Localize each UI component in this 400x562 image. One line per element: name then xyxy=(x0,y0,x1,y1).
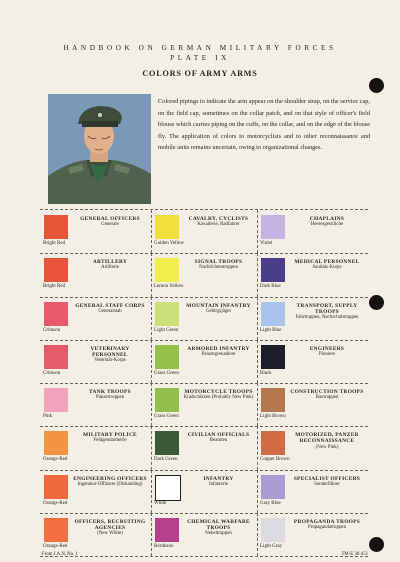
color-label: Violet xyxy=(260,241,273,246)
color-label: Copper Brown xyxy=(260,457,290,463)
arm-cell xyxy=(151,426,258,469)
arm-cell xyxy=(151,513,258,556)
arm-german-name: Kradschützen (Probably New Pink) xyxy=(183,395,254,401)
arm-name-block xyxy=(72,346,148,365)
arm-name-block xyxy=(183,476,254,488)
arm-name: SIGNAL TROOPS xyxy=(194,259,243,266)
footer-source: From J.A.N. No. 1 xyxy=(42,552,78,557)
arm-cell xyxy=(40,253,152,296)
color-swatch xyxy=(155,475,181,501)
arm-cell xyxy=(151,383,258,426)
arm-cell xyxy=(257,340,368,383)
color-swatch xyxy=(261,302,285,326)
arm-name: ARMORED INFANTRY xyxy=(187,345,250,352)
arm-german-name: Generalstab xyxy=(98,308,122,314)
arm-german-name: Sanitäts-Korps xyxy=(312,265,342,271)
color-swatch xyxy=(44,518,68,542)
arm-cell xyxy=(257,426,368,469)
arm-cell xyxy=(151,297,258,340)
color-label: Light Green xyxy=(154,327,179,333)
color-label: White xyxy=(154,500,167,506)
color-label: Light Blue xyxy=(260,327,282,333)
arms-color-table xyxy=(40,209,368,556)
table-row xyxy=(40,513,368,557)
arm-cell xyxy=(40,470,152,513)
arm-name-block xyxy=(289,216,365,228)
arm-name-block xyxy=(72,389,148,401)
color-swatch xyxy=(44,215,68,239)
color-swatch xyxy=(44,431,68,455)
arm-german-name: Propagandatruppen xyxy=(307,524,347,530)
arm-name-block xyxy=(183,389,254,401)
footer-manual: TM-E 30-451 xyxy=(341,552,368,557)
color-swatch xyxy=(261,518,285,542)
arm-name: CAVALRY, CYCLISTS xyxy=(188,216,249,222)
arm-name-block xyxy=(289,259,365,271)
arm-german-name: Bautruppen xyxy=(315,395,339,401)
color-label: Orange-Red xyxy=(43,500,68,506)
page-title: COLORS OF ARMY ARMS xyxy=(142,69,258,78)
table-row xyxy=(40,470,368,514)
arm-cell xyxy=(257,383,368,426)
color-swatch xyxy=(155,258,179,282)
arm-german-name: (New Pink) xyxy=(315,444,339,450)
arm-name-block xyxy=(289,519,365,531)
arm-german-name: (New White) xyxy=(97,531,123,537)
arm-cell xyxy=(40,340,152,383)
color-swatch xyxy=(155,388,179,412)
arm-name: ARTILLERY xyxy=(92,259,128,266)
color-swatch xyxy=(261,215,285,239)
arm-german-name: Fahrtruppen, Nachschubtruppen xyxy=(295,314,359,320)
arm-name: TRANSPORT, SUPPLY TROOPS xyxy=(296,302,358,315)
arm-cell xyxy=(257,470,368,513)
table-row xyxy=(40,340,368,384)
arm-name: PROPAGANDA TROOPS xyxy=(293,518,361,525)
arm-german-name: Kavallerie, Radfahrer xyxy=(197,222,240,228)
color-swatch xyxy=(261,258,285,282)
arm-name-block xyxy=(72,432,148,444)
color-label: Dark Green xyxy=(154,457,178,463)
binder-hole xyxy=(369,537,384,552)
arm-name: MEDICAL PERSONNEL xyxy=(294,259,360,266)
arm-name-block xyxy=(289,389,365,401)
color-swatch xyxy=(44,388,68,412)
arm-cell xyxy=(257,210,368,253)
color-swatch xyxy=(261,345,285,369)
arm-cell xyxy=(151,470,258,513)
arm-german-name: Nachrichtentruppen xyxy=(199,265,238,271)
arm-name: OFFICERS, RECRUITING AGENCIES xyxy=(74,518,146,531)
arm-german-name: Ingenieur-Offiziere (Disbanding) xyxy=(77,481,143,487)
arm-name: CIVILIAN OFFICIALS xyxy=(187,432,250,439)
color-label: Pink xyxy=(43,414,53,419)
arm-name-block xyxy=(72,519,148,538)
arm-name: ENGINEERS xyxy=(309,345,345,352)
arm-name-block xyxy=(183,303,254,315)
arm-name: INFANTRY xyxy=(203,475,234,482)
arm-name-block xyxy=(183,346,254,358)
arm-name: GENERAL OFFICERS xyxy=(80,216,140,222)
arm-cell xyxy=(40,383,152,426)
arm-cell xyxy=(40,426,152,469)
color-label: Bright Red xyxy=(43,284,66,290)
arm-german-name: Panzertruppen xyxy=(95,395,125,401)
color-label: Light Gray xyxy=(260,543,283,549)
arm-name: MOTORIZED, PANZER RECONNAISSANCE xyxy=(295,432,359,445)
arm-name-block xyxy=(72,259,148,271)
handbook-title: HANDBOOK ON GERMAN MILITARY FORCES xyxy=(63,44,337,52)
arm-german-name: Sonderführer xyxy=(314,481,340,487)
color-label: Crimson xyxy=(43,370,61,376)
arm-german-name: Artillerie xyxy=(101,265,119,271)
arm-german-name: Nebeltruppen xyxy=(205,531,232,537)
arm-name: MILITARY POLICE xyxy=(83,432,137,439)
arm-name: ENGINEERING OFFICERS xyxy=(73,475,147,482)
arm-name: MOUNTAIN INFANTRY xyxy=(186,302,251,309)
color-swatch xyxy=(261,475,285,499)
arm-name-block xyxy=(72,303,148,315)
color-swatch xyxy=(155,345,179,369)
arm-name: CHAPLAINS xyxy=(309,216,345,222)
color-label: Orange-Red xyxy=(43,543,68,549)
color-label: Light Brown xyxy=(260,414,286,419)
color-swatch xyxy=(155,431,179,455)
color-label: Bordeaux xyxy=(154,543,174,549)
table-row xyxy=(40,383,368,427)
color-label: Bright Red xyxy=(43,241,66,246)
arm-name-block xyxy=(183,216,254,228)
table-row xyxy=(40,426,368,470)
color-label: Grass Green xyxy=(154,414,179,419)
color-swatch xyxy=(44,475,68,499)
color-label: Lemon Yellow xyxy=(154,284,184,290)
binder-hole xyxy=(369,78,384,93)
arm-cell xyxy=(257,513,368,556)
arm-name: TANK TROOPS xyxy=(89,389,131,395)
color-swatch xyxy=(44,302,68,326)
table-row xyxy=(40,210,368,254)
color-swatch xyxy=(261,431,285,455)
arm-name-block xyxy=(183,519,254,538)
color-label: Crimson xyxy=(43,327,61,333)
plate-number: PLATE IX xyxy=(170,54,230,62)
arm-cell xyxy=(257,253,368,296)
arm-name-block xyxy=(72,476,148,488)
arm-german-name: Feldgendarmerie xyxy=(93,438,127,444)
arm-german-name: Pioniere xyxy=(318,351,336,357)
intro-paragraph: Colored pipings to indicate the arm appear on the shoulder strap, on the service cap, on the field cap, sometimes on the collar patch, and on that style of officer's field blouse which carries piping on the cuffs, on the collar, and on the edge of the blouse fly. The application of colors to motorcyclists and to other reconnaissance and mobile units remains uncertain, owing to organizational changes. xyxy=(158,98,370,152)
color-swatch xyxy=(44,345,68,369)
arm-cell xyxy=(257,297,368,340)
arm-german-name: Gebirgsjäger xyxy=(205,308,232,314)
arm-name: CHEMICAL WARFARE TROOPS xyxy=(187,518,250,531)
table-row xyxy=(40,297,368,341)
table-row xyxy=(40,253,368,297)
arm-german-name: Panzergrenadiere xyxy=(201,351,236,357)
arm-german-name: Heeresgeistliche xyxy=(310,222,344,228)
arm-cell xyxy=(40,513,152,556)
arm-name-block xyxy=(289,432,365,451)
arm-name: SPECIALIST OFFICERS xyxy=(293,475,361,482)
color-label: Grass Green xyxy=(154,370,179,376)
color-swatch xyxy=(155,518,179,542)
arm-german-name: Generale xyxy=(101,222,119,228)
arm-name: MOTORCYCLE TROOPS xyxy=(184,389,253,395)
arm-name-block xyxy=(289,476,365,488)
color-swatch xyxy=(155,215,179,239)
arm-name-block xyxy=(289,346,365,358)
arm-cell xyxy=(40,210,152,253)
arm-name-block xyxy=(72,216,148,228)
arm-name-block xyxy=(183,432,254,444)
color-label: Orange-Red xyxy=(43,457,68,463)
arm-german-name: Beamten xyxy=(209,438,228,444)
arm-name-block xyxy=(183,259,254,271)
color-label: Golden Yellow xyxy=(154,241,185,246)
soldier-portrait xyxy=(48,94,151,204)
color-swatch xyxy=(261,388,285,412)
arm-name: CONSTRUCTION TROOPS xyxy=(290,389,364,395)
arm-cell xyxy=(151,340,258,383)
arm-german-name: Veterinär-Korps xyxy=(94,358,126,364)
arm-german-name: Infanterie xyxy=(208,481,228,487)
color-label: Gray Blue xyxy=(260,500,281,506)
color-swatch xyxy=(155,302,179,326)
binder-hole xyxy=(369,295,384,310)
color-label: Black xyxy=(260,370,272,376)
arm-cell xyxy=(151,253,258,296)
arm-name-block xyxy=(289,303,365,322)
arm-name: VETERINARY PERSONNEL xyxy=(90,345,130,358)
arm-name: GENERAL STAFF CORPS xyxy=(75,302,145,309)
color-label: Dark Blue xyxy=(260,284,281,290)
arm-cell xyxy=(151,210,258,253)
color-swatch xyxy=(44,258,68,282)
arm-cell xyxy=(40,297,152,340)
